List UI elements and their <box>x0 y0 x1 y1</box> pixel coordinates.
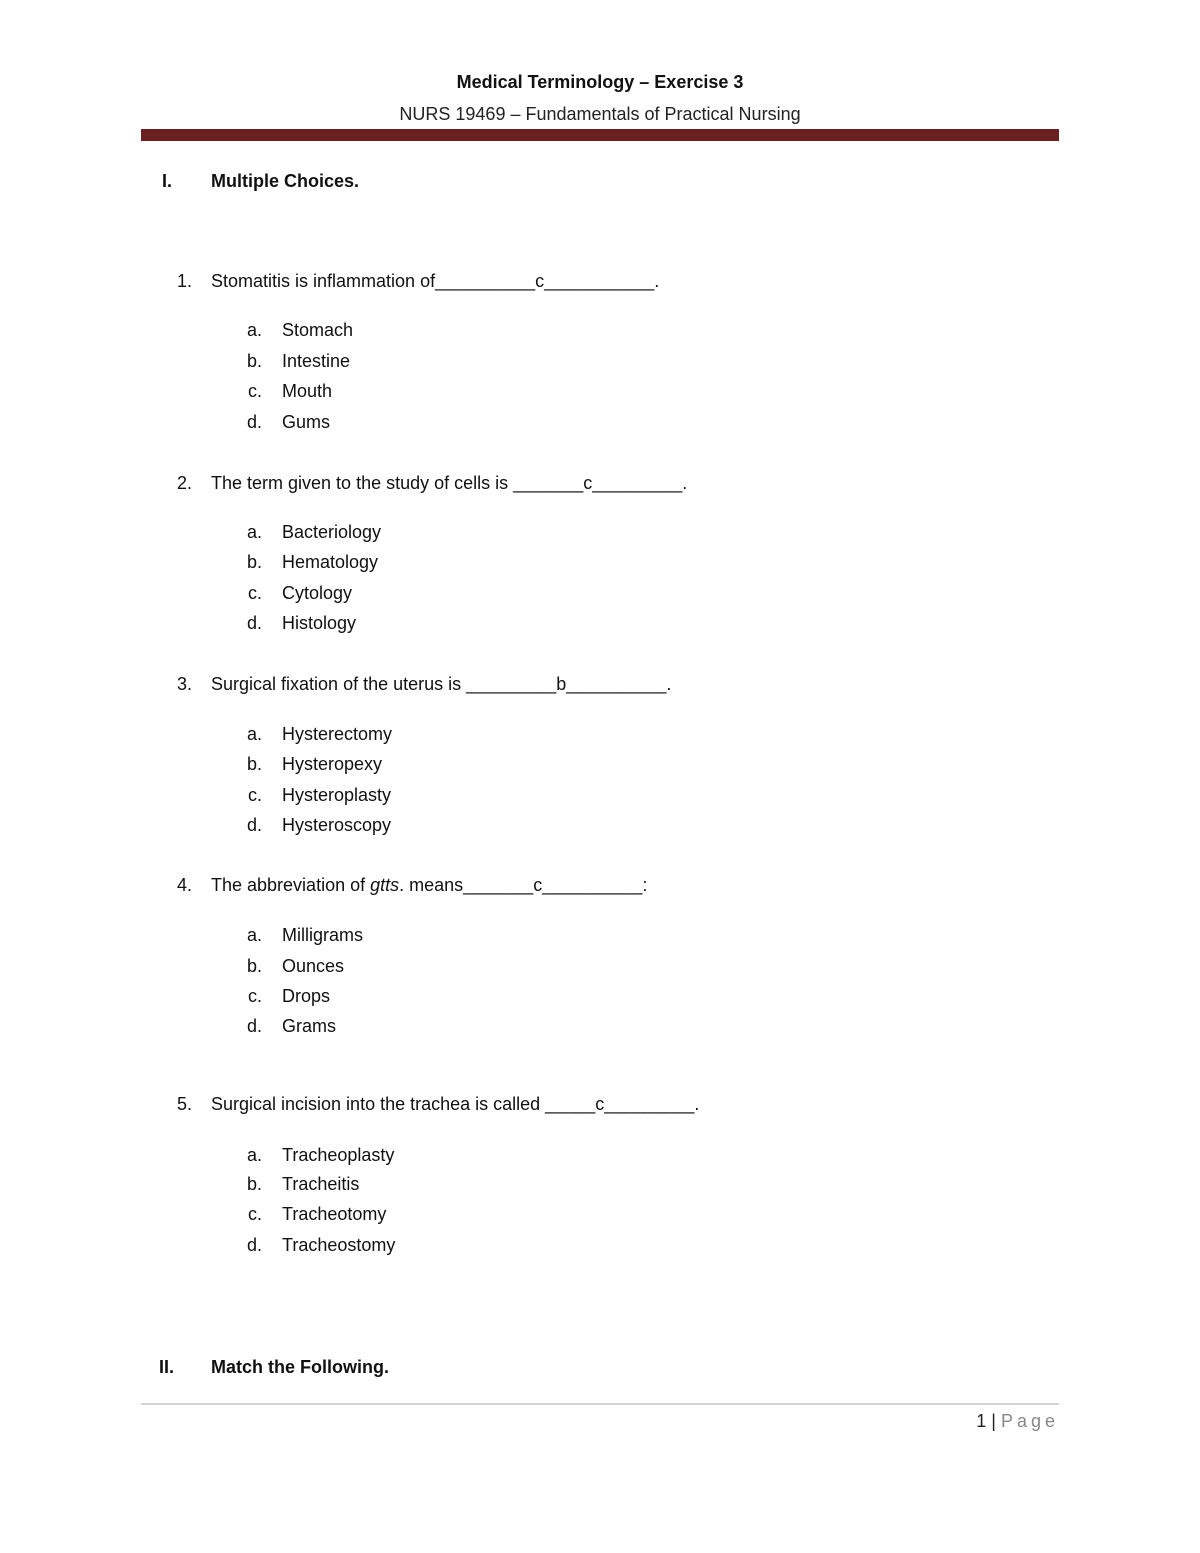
question-text-after: . means_______c__________: <box>399 875 648 895</box>
question-text: Surgical incision into the trachea is called _____c_________. <box>211 1094 700 1114</box>
option-text: Tracheoplasty <box>282 1145 395 1165</box>
option-letter: d. <box>246 1235 262 1255</box>
option-text: Drops <box>282 986 331 1006</box>
option-letter: c. <box>247 986 262 1006</box>
question-number: 2. <box>176 473 192 493</box>
option-text: Bacteriology <box>282 522 382 542</box>
question-text: Surgical fixation of the uterus is _________b__________. <box>211 674 672 694</box>
question-text: Stomatitis is inflammation of__________c___________. <box>211 271 660 291</box>
option-text: Hysteroplasty <box>282 785 392 805</box>
option-text: Histology <box>282 613 357 633</box>
option-text: Mouth <box>282 381 333 401</box>
option-text: Hysteroscopy <box>282 815 392 835</box>
question-number: 4. <box>176 875 192 895</box>
document-subtitle: NURS 19469 – Fundamentals of Practical Nursing <box>399 104 801 124</box>
document-title: Medical Terminology – Exercise 3 <box>456 72 744 92</box>
header-divider-bar <box>141 129 1059 141</box>
question-text: The term given to the study of cells is _______c_________. <box>211 473 688 493</box>
question-text-before: The abbreviation of <box>211 875 371 895</box>
option-letter: a. <box>246 925 262 945</box>
option-text: Hematology <box>282 552 379 572</box>
section-1-title: Multiple Choices. <box>211 171 360 191</box>
section-1-number: I. <box>162 171 173 191</box>
option-letter: c. <box>247 381 262 401</box>
question-text-italic: gtts <box>370 875 400 895</box>
section-2-title: Match the Following. <box>211 1357 389 1377</box>
option-text: Stomach <box>282 320 354 340</box>
option-text: Tracheitis <box>282 1174 360 1194</box>
page-separator: | <box>991 1411 996 1431</box>
option-letter: b. <box>246 552 262 572</box>
option-letter: a. <box>246 522 262 542</box>
option-text: Intestine <box>282 351 351 371</box>
question-number: 5. <box>176 1094 192 1114</box>
option-letter: d. <box>246 1016 262 1036</box>
section-2-number: II. <box>159 1357 175 1377</box>
option-letter: b. <box>246 351 262 371</box>
option-letter: d. <box>246 815 262 835</box>
option-text: Ounces <box>282 956 345 976</box>
option-text: Cytology <box>282 583 353 603</box>
option-text: Grams <box>282 1016 336 1036</box>
question-number: 3. <box>176 674 192 694</box>
option-letter: b. <box>246 754 262 774</box>
page-footer <box>976 1411 1059 1432</box>
option-letter: a. <box>246 724 262 744</box>
option-text: Milligrams <box>282 925 363 945</box>
option-text: Gums <box>282 412 331 432</box>
question-text <box>211 875 647 896</box>
option-text: Tracheotomy <box>282 1204 387 1224</box>
page-label: Page <box>1000 1411 1059 1431</box>
option-text: Tracheostomy <box>282 1235 396 1255</box>
option-letter: a. <box>246 1145 262 1165</box>
option-letter: c. <box>247 583 262 603</box>
option-text: Hysteropexy <box>282 754 383 774</box>
option-letter: d. <box>246 412 262 432</box>
question-number: 1. <box>176 271 192 291</box>
option-letter: b. <box>246 1174 262 1194</box>
footer-divider <box>141 1403 1059 1405</box>
option-letter: c. <box>247 785 262 805</box>
option-letter: c. <box>247 1204 262 1224</box>
option-letter: d. <box>246 613 262 633</box>
option-letter: a. <box>246 320 262 340</box>
page-number: 1 <box>976 1411 987 1431</box>
option-text: Hysterectomy <box>282 724 393 744</box>
option-letter: b. <box>246 956 262 976</box>
